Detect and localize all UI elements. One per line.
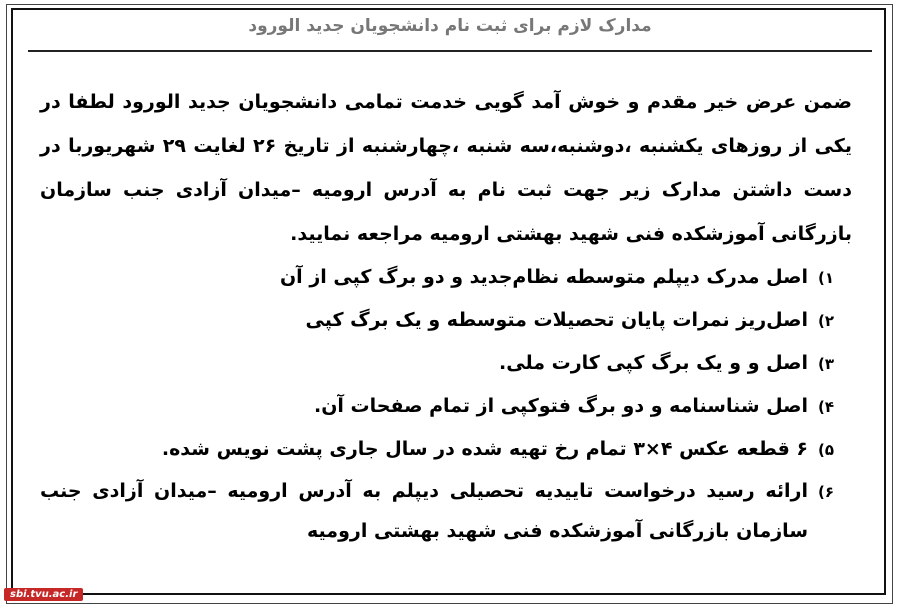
list-item bbox=[40, 471, 834, 551]
item-number: ۲) bbox=[817, 312, 834, 330]
item-text: اصل شناسنامه و دو برگ فتوکپی از تمام صفحات آن. bbox=[314, 395, 808, 417]
item-number: ۴) bbox=[817, 398, 834, 416]
site-watermark: sbi.tvu.ac.ir bbox=[4, 588, 83, 601]
requirements-list bbox=[40, 256, 852, 551]
item-number: ۱) bbox=[817, 269, 834, 287]
item-number: ۵) bbox=[817, 441, 834, 459]
list-item bbox=[40, 299, 834, 342]
item-text: ارائه رسید درخواست تاییدیه تحصیلی دیپلم به آدرس ارومیه –میدان آزادی جنب سازمان بازرگانی آموزشکده فنی شهید بهشتی ارومیه bbox=[40, 480, 808, 542]
list-item bbox=[40, 256, 834, 299]
item-text: اصل و و یک برگ کپی کارت ملی. bbox=[499, 352, 808, 374]
list-item bbox=[40, 342, 834, 385]
list-item bbox=[40, 428, 834, 471]
item-text: اصل مدرک دیپلم متوسطه نظام‌جدید و دو برگ کپی از آن bbox=[279, 266, 808, 288]
title-divider bbox=[28, 50, 872, 52]
item-number: ۳) bbox=[817, 355, 834, 373]
item-text: ۶ قطعه عکس ۴×۳ تمام رخ تهیه شده در سال جاری پشت نویس شده. bbox=[161, 438, 808, 460]
item-number: ۶) bbox=[817, 483, 834, 501]
list-item bbox=[40, 385, 834, 428]
item-text: اصل‌ریز نمرات پایان تحصیلات متوسطه و یک برگ کپی bbox=[305, 309, 808, 331]
intro-paragraph: ضمن عرض خیر مقدم و خوش آمد گویی خدمت تمامی دانشجویان جدید الورود لطفا در یکی از روزهای یکشنبه ،دوشنبه،سه شنبه ،چهارشنبه از تاریخ ۲۶ لغایت ۲۹ شهریوربا در دست داشتن مدارک زیر جهت ثبت نام به آدرس ارومیه –میدان آزادی جنب سازمان بازرگانی آموزشکده فنی شهید بهشتی ارومیه مراجعه نمایید. bbox=[40, 91, 852, 245]
document-body bbox=[40, 80, 852, 551]
document-title: مدارک لازم برای ثبت نام دانشجویان جدید الورود bbox=[248, 16, 652, 36]
